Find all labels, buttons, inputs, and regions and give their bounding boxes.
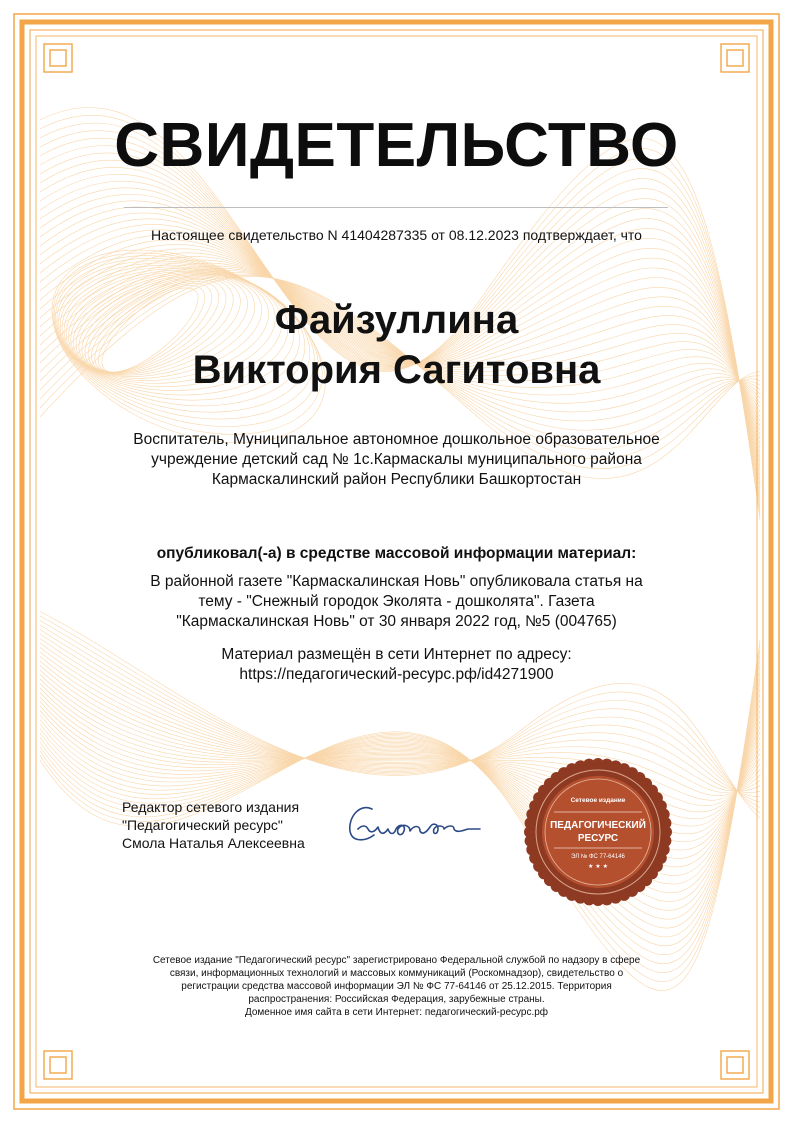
- certificate-title: СВИДЕТЕЛЬСТВО: [114, 111, 679, 180]
- material-location: [0, 645, 793, 685]
- footer-line: распространения: Российская Федерация, зарубежные страны.: [248, 994, 545, 1005]
- position-line: Воспитатель, Муниципальное автономное дошкольное образовательное: [133, 431, 660, 448]
- publication-line: тему - "Снежный городок Эколята - дошколята". Газета: [198, 593, 595, 610]
- publication-heading: опубликовал(-а) в средстве массовой информации материал:: [156, 545, 637, 562]
- publisher-seal-icon: [518, 752, 678, 912]
- material-location-label: Материал размещён в сети Интернет по адресу:: [221, 646, 572, 663]
- title-divider: [124, 207, 668, 208]
- position-line: учреждение детский сад № 1с.Кармаскалы муниципального района: [151, 451, 642, 468]
- position-line: Кармаскалинский район Республики Башкортостан: [211, 471, 582, 488]
- footer-line: Сетевое издание "Педагогический ресурс" зарегистрировано Федеральной службой по надзору в сфере: [152, 955, 641, 966]
- recipient-position: [100, 430, 693, 490]
- signature-icon: [340, 795, 490, 855]
- material-url: https://педагогический-ресурс.рф/id4271900: [239, 666, 554, 683]
- seal-top-text: Сетевое издание: [570, 797, 626, 804]
- editor-block: [122, 798, 305, 852]
- editor-title: Редактор сетевого издания: [122, 799, 300, 815]
- seal-title-line: ПЕДАГОГИЧЕСКИЙ: [550, 820, 646, 831]
- publication-line: В районной газете "Кармаскалинская Новь" опубликовала статья на: [150, 573, 643, 590]
- seal-registration: ЭЛ № ФС 77-64146: [571, 854, 625, 860]
- footer-line: Доменное имя сайта в сети Интернет: педагогический-ресурс.рф: [244, 1007, 549, 1018]
- editor-name: Смола Наталья Алексеевна: [122, 835, 305, 851]
- editor-publication: "Педагогический ресурс": [122, 817, 283, 833]
- recipient-surname: Файзуллина: [274, 298, 519, 342]
- publication-line: "Кармаскалинская Новь" от 30 января 2022 год, №5 (004765): [176, 613, 617, 630]
- publication-description: [150, 572, 643, 632]
- recipient-given-names: Виктория Сагитовна: [192, 348, 601, 392]
- footer-line: регистрации средства массовой информации ЭЛ № ФС 77-64146 от 25.12.2015. Территория: [181, 981, 612, 992]
- footer-line: связи, информационных технологий и массовых коммуникаций (Роскомнадзор), свидетельство о: [169, 968, 624, 979]
- footer-legal-notice: [120, 954, 673, 1019]
- seal-title-line: РЕСУРС: [577, 833, 619, 844]
- recipient-name: [0, 295, 793, 395]
- seal-stars: ★ ★ ★: [588, 863, 608, 870]
- certificate-intro: Настоящее свидетельство N 41404287335 от 08.12.2023 подтверждает, что: [151, 227, 642, 243]
